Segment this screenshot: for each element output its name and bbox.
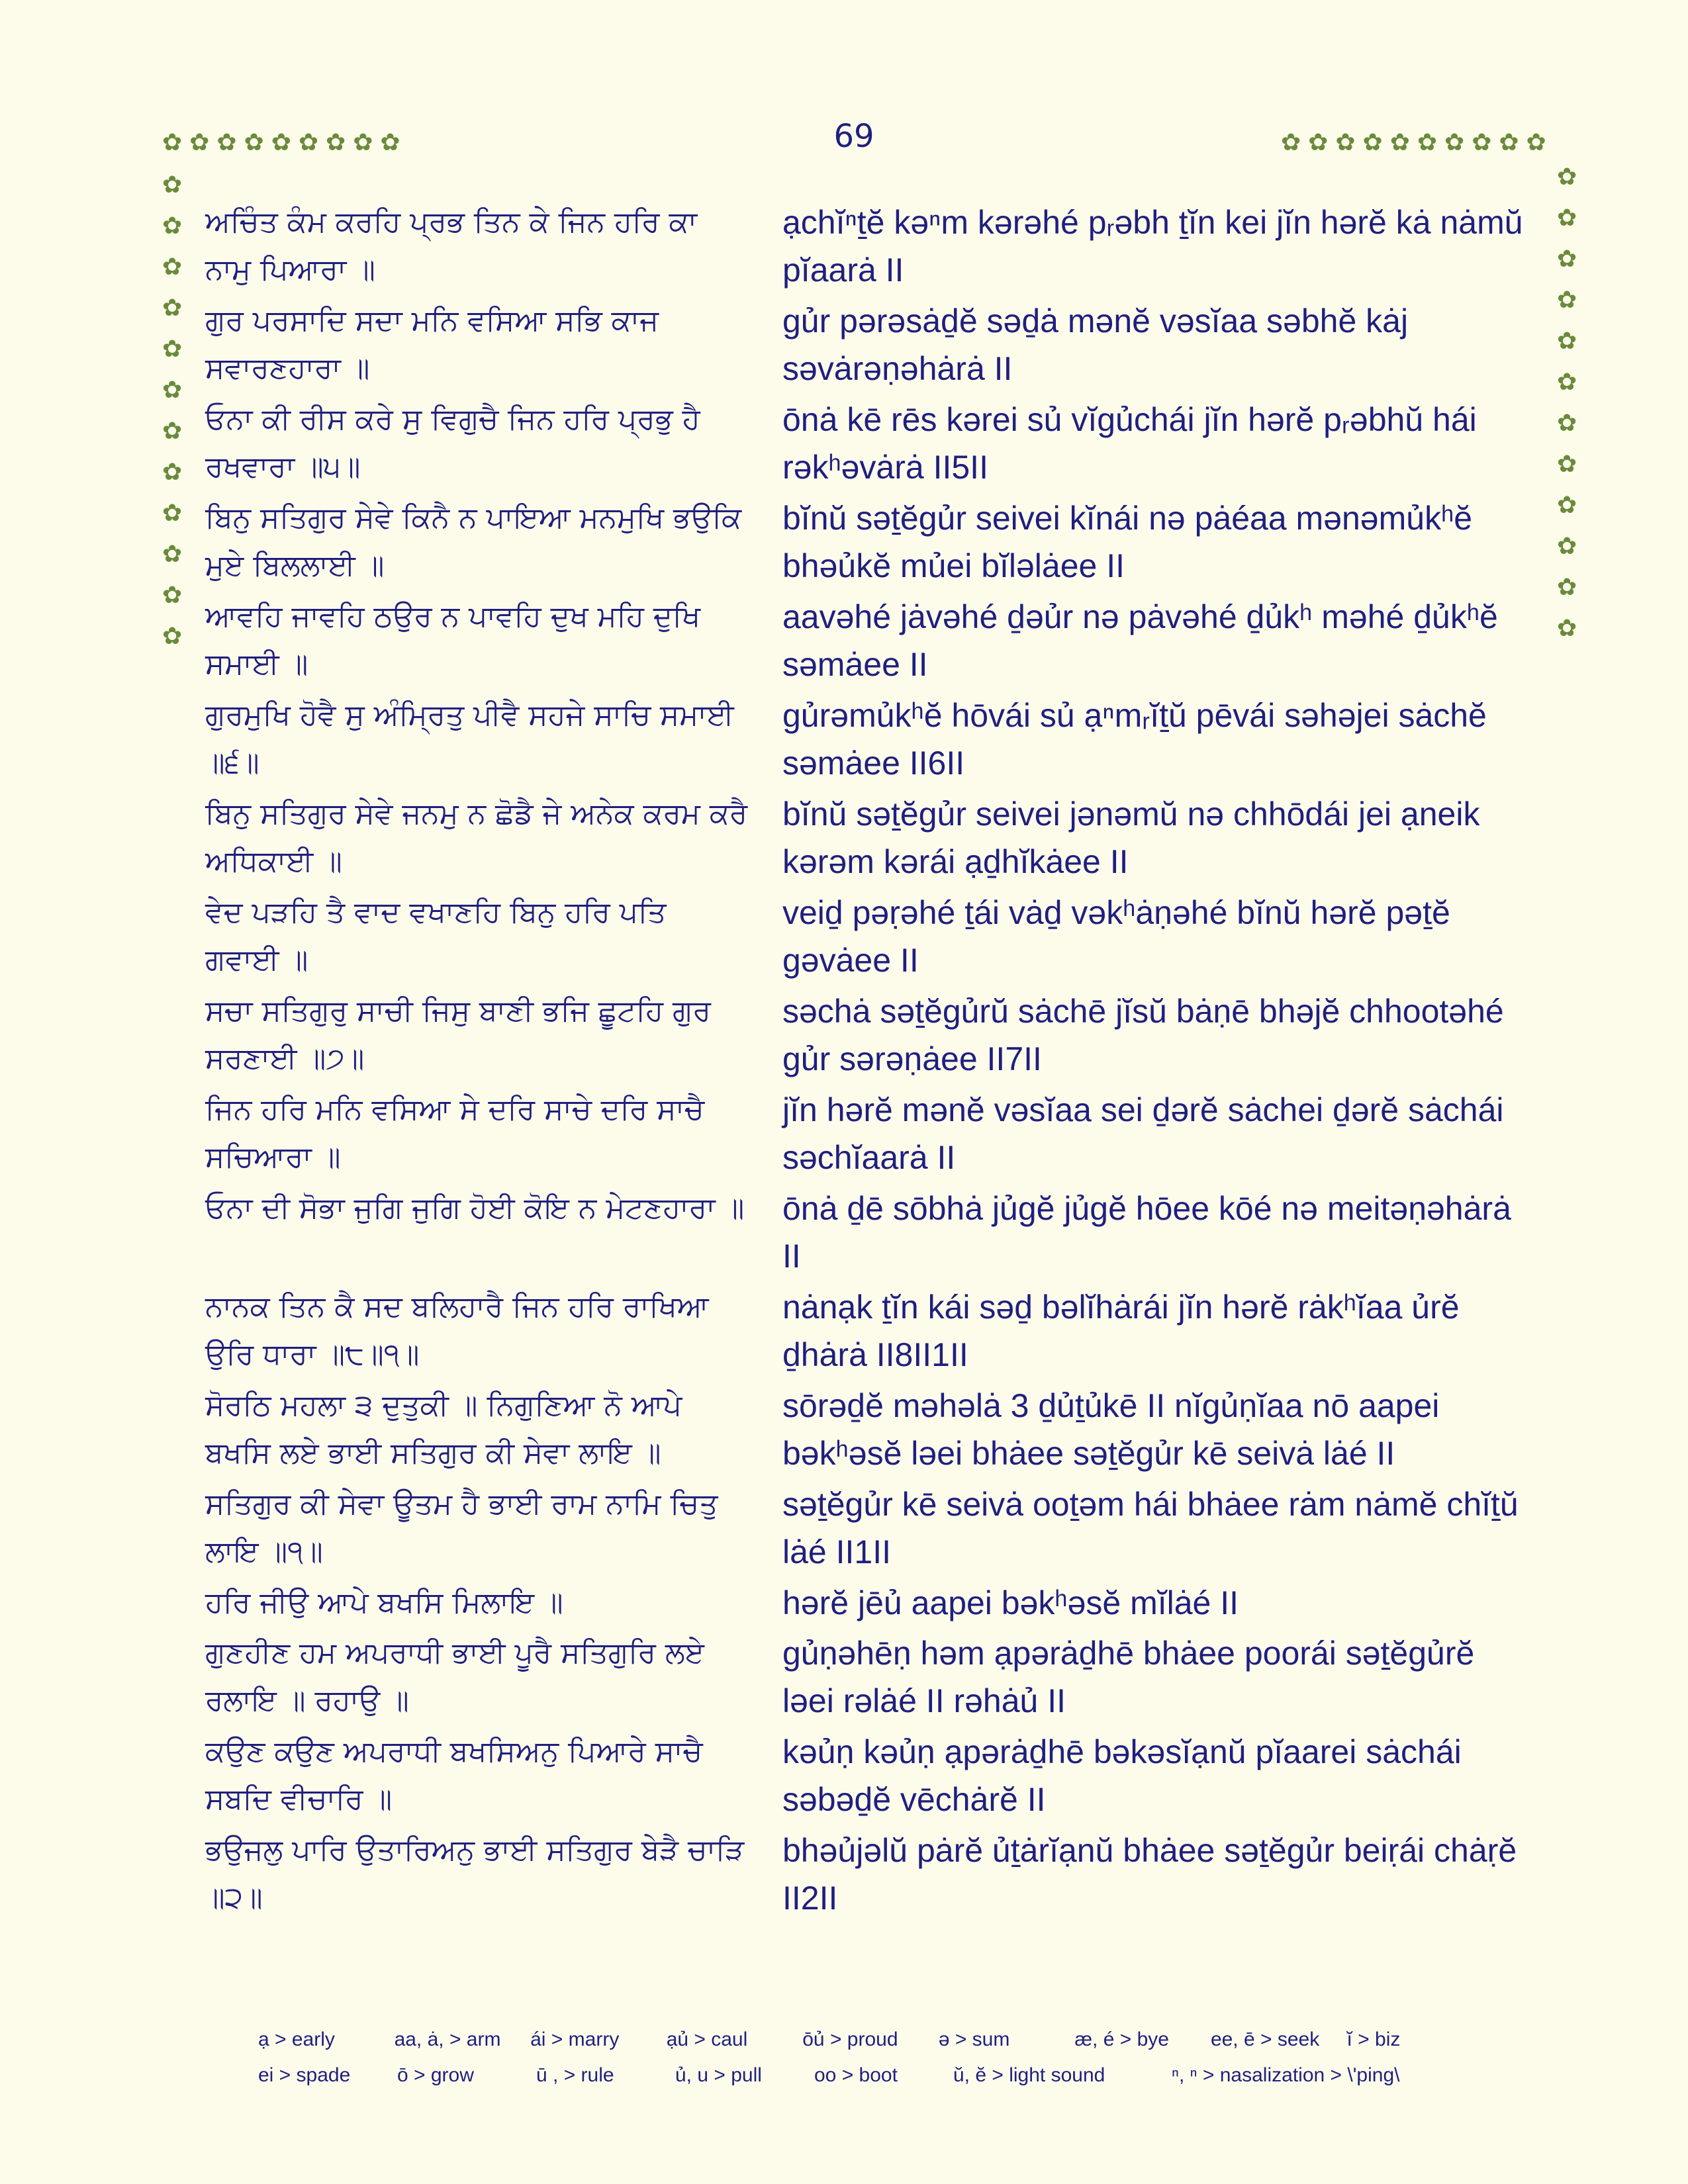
flower-ornament-icon: ✿	[244, 129, 264, 156]
verse-row	[205, 987, 1523, 1086]
flower-ornament-icon: ✿	[162, 500, 183, 527]
transliteration-text: aavəhé jȧvəhé ḏəủr nə pȧvəhé ḏủkʰ məhé ḏủkʰĕ səmȧee II	[782, 598, 1498, 683]
transliteration-text: bhəủjəlŭ pȧrĕ ủṯȧrĭạnŭ bhȧee səṯĕgủr beiṛái chȧṛĕ II2II	[782, 1832, 1517, 1917]
top-right-ornament-row	[1281, 131, 1546, 155]
flower-ornament-icon: ✿	[1557, 369, 1577, 396]
transliteration-text: bĭnŭ səṯĕgủr seivei jənəmŭ nə chhōdái jei ạneik kərəm kərái ạḏhĭkȧee II	[782, 796, 1480, 880]
legend-item: ái > marry	[530, 2028, 620, 2050]
gurmukhi-verse-text: ਓਨਾ ਕੀ ਰੀਸ ਕਰੇ ਸੁ ਵਿਗੁਚੈ ਜਿਨ ਹਰਿ ਪ੍ਰਭੁ ਹੈ ਰਖਵਾਰਾ ॥੫॥	[205, 402, 700, 484]
flower-ornament-icon: ✿	[1281, 129, 1301, 156]
flower-ornament-icon: ✿	[162, 459, 183, 486]
verse-row	[205, 1480, 1523, 1579]
flower-ornament-icon: ✿	[1472, 129, 1492, 156]
flower-ornament-icon: ✿	[162, 253, 183, 281]
verse-row	[205, 1579, 1523, 1629]
legend-row	[258, 2064, 1483, 2087]
flower-ornament-icon: ✿	[1557, 410, 1577, 437]
verse-row	[205, 1382, 1523, 1480]
transliteration-text: nȧnạk ṯĭn kái səḏ bəlĭhȧrái jĭn hərĕ rȧkʰĭaa ủrĕ ḏhȧrȧ II8II1II	[782, 1289, 1460, 1373]
transliteration-text: səṯĕgủr kē seivȧ ooṯəm hái bhȧee rȧm nȧmĕ chĭṯŭ lȧé II1II	[782, 1486, 1519, 1570]
legend-item: ạ > early	[258, 2028, 335, 2050]
gurmukhi-verse-text: ਕਉਣ ਕਉਣ ਅਪਰਾਧੀ ਬਖਸਿਅਨੁ ਪਿਆਰੇ ਸਾਚੈ ਸਬਦਿ ਵੀਚਾਰਿ ॥	[205, 1735, 703, 1816]
flower-ornament-icon: ✿	[162, 418, 183, 445]
verse-row	[205, 494, 1523, 593]
flower-ornament-icon: ✿	[1417, 129, 1438, 156]
flower-ornament-icon: ✿	[380, 129, 400, 156]
right-ornament-column	[1557, 165, 1577, 641]
gurmukhi-verse-text: ਵੇਦ ਪੜਹਿ ਤੈ ਵਾਦ ਵਖਾਣਹਿ ਬਿਨੁ ਹਰਿ ਪਤਿ ਗਵਾਈ ॥	[205, 895, 667, 977]
transliteration-text: bĭnŭ səṯĕgủr seivei kĭnái nə pȧéaa mənəmủkʰĕ bhəủkĕ mủei bĭləlȧee II	[782, 500, 1473, 584]
gurmukhi-verse-text: ਸਤਿਗੁਰ ਕੀ ਸੇਵਾ ਊਤਮ ਹੈ ਭਾਈ ਰਾਮ ਨਾਮਿ ਚਿਤੁ ਲਾਇ ॥੧॥	[205, 1487, 718, 1569]
verse-row	[205, 1086, 1523, 1185]
flower-ornament-icon: ✿	[1444, 129, 1465, 156]
transliteration-text: jĭn hərĕ mənĕ vəsĭaa sei ḏərĕ sȧchei ḏərĕ sȧchái səchĭaarȧ II	[782, 1091, 1504, 1176]
flower-ornament-icon: ✿	[216, 129, 237, 156]
flower-ornament-icon: ✿	[1557, 574, 1577, 601]
gurmukhi-verse-text: ਗੁਣਹੀਣ ਹਮ ਅਪਰਾਧੀ ਭਾਈ ਪੂਰੈ ਸਤਿਗੁਰਿ ਲਏ ਰਲਾਇ ॥ ਰਹਾਉ ॥	[205, 1636, 704, 1717]
verse-row	[205, 692, 1523, 790]
flower-ornament-icon: ✿	[162, 171, 183, 199]
transliteration-text: gủr pərəsȧḏĕ səḏȧ mənĕ vəsĭaa səbhĕ kȧj səvȧrəṇəhȧrȧ II	[782, 302, 1409, 387]
flower-ornament-icon: ✿	[189, 129, 210, 156]
flower-ornament-icon: ✿	[162, 336, 183, 363]
verse-row	[205, 1629, 1523, 1728]
verse-row	[205, 1185, 1523, 1283]
gurmukhi-verse-text: ਓਨਾ ਦੀ ਸੋਭਾ ਜੁਗਿ ਜੁਗਿ ਹੋਈ ਕੋਇ ਨ ਮੇਟਣਹਾਰਾ ॥	[205, 1191, 745, 1225]
transliteration-text: səchȧ səṯĕgủrŭ sȧchē jĭsŭ bȧṇē bhəjĕ chhootəhé gủr sərəṇȧee II7II	[782, 993, 1504, 1077]
flower-ornament-icon: ✿	[1526, 129, 1546, 156]
flower-ornament-icon: ✿	[1557, 163, 1577, 191]
transliteration-text: veiḏ pəṛəhé ṯái vȧḏ vəkʰȧṇəhé bĭnŭ hərĕ pəṯĕ gəvȧee II	[782, 894, 1450, 979]
verse-row	[205, 199, 1523, 297]
top-left-ornament-row	[162, 131, 400, 155]
flower-ornament-icon: ✿	[353, 129, 373, 156]
gurmukhi-verse-text: ਨਾਨਕ ਤਿਨ ਕੈ ਸਦ ਬਲਿਹਾਰੈ ਜਿਨ ਹਰਿ ਰਾਖਿਆ ਉਰਿ ਧਾਰਾ ॥੮॥੧॥	[205, 1290, 709, 1371]
flower-ornament-icon: ✿	[162, 582, 183, 609]
legend-item: ủ, u > pull	[675, 2064, 762, 2086]
flower-ornament-icon: ✿	[162, 212, 183, 240]
legend-row	[258, 2028, 1483, 2051]
transliteration-text: gủṇəhēṇ həm ạpərȧḏhē bhȧee poorái səṯĕgủrĕ ləei rəlȧé II rəhȧủ II	[782, 1635, 1475, 1719]
flower-ornament-icon: ✿	[1308, 129, 1329, 156]
flower-ornament-icon: ✿	[162, 295, 183, 322]
flower-ornament-icon: ✿	[1557, 246, 1577, 273]
transliteration-text: gủrəmủkʰĕ hōvái sủ ạⁿmᵣĭṯŭ pēvái səhəjei sȧchĕ səmȧee II6II	[782, 697, 1487, 782]
flower-ornament-icon: ✿	[298, 129, 319, 156]
gurmukhi-verse-text: ਗੁਰਮੁਖਿ ਹੋਵੈ ਸੁ ਅੰਮ੍ਰਿਤੁ ਪੀਵੈ ਸਹਜੇ ਸਾਚਿ ਸਮਾਈ ॥੬॥	[205, 698, 734, 780]
legend-item: ō > grow	[397, 2064, 474, 2086]
left-ornament-column	[162, 173, 182, 649]
verse-row	[205, 1728, 1523, 1827]
flower-ornament-icon: ✿	[271, 129, 291, 156]
gurmukhi-verse-text: ਬਿਨੁ ਸਤਿਗੁਰ ਸੇਵੇ ਕਿਨੈ ਨ ਪਾਇਆ ਮਨਮੁਖਿ ਭਉਕਿ ਮੁਏ ਬਿਲਲਾਈ ॥	[205, 501, 742, 582]
transliteration-text: ạchĭⁿṯĕ kəⁿm kərəhé pᵣəbh ṯĭn kei jĭn hərĕ kȧ nȧmŭ pĭaarȧ II	[782, 204, 1523, 289]
verse-row	[205, 1283, 1523, 1382]
legend-item: ĭ > biz	[1346, 2028, 1401, 2050]
gurmukhi-verse-text: ਸੋਰਠਿ ਮਹਲਾ ੩ ਦੁਤੁਕੀ ॥ ਨਿਗੁਣਿਆ ਨੋ ਆਪੇ ਬਖਸਿ ਲਏ ਭਾਈ ਸਤਿਗੁਰ ਕੀ ਸੇਵਾ ਲਾਇ ॥	[205, 1388, 682, 1470]
gurmukhi-verse-text: ਆਵਹਿ ਜਾਵਹਿ ਠਉਰ ਨ ਪਾਵਹਿ ਦੁਖ ਮਹਿ ਦੁਖਿ ਸਮਾਈ ॥	[205, 600, 701, 681]
legend-item: ōủ > proud	[802, 2028, 898, 2050]
flower-ornament-icon: ✿	[1557, 451, 1577, 478]
transliteration-text: hərĕ jēủ aapei bəkʰəsĕ mĭlȧé II	[782, 1584, 1239, 1621]
flower-ornament-icon: ✿	[1557, 328, 1577, 355]
gurmukhi-verse-text: ਸਚਾ ਸਤਿਗੁਰੁ ਸਾਚੀ ਜਿਸੁ ਬਾਣੀ ਭਜਿ ਛੂਟਹਿ ਗੁਰ ਸਰਣਾਈ ॥੭॥	[205, 994, 711, 1075]
legend-item: ū , > rule	[536, 2064, 614, 2086]
legend-item: oo > boot	[814, 2064, 898, 2086]
transliteration-text: ōnȧ kē rēs kərei sủ vĭgủchái jĭn hərĕ pᵣəbhŭ hái rəkʰəvȧrȧ II5II	[782, 401, 1477, 486]
flower-ornament-icon: ✿	[1557, 533, 1577, 560]
transliteration-text: ōnȧ ḏē sōbhȧ jủgĕ jủgĕ hōee kōé nə meitəṇəhȧrȧ II	[782, 1190, 1511, 1275]
flower-ornament-icon: ✿	[162, 129, 183, 156]
page-number: 69	[833, 118, 874, 155]
flower-ornament-icon: ✿	[162, 377, 183, 404]
transliteration-text: kəủṇ kəủṇ ạpərȧḏhē bəkəsĭạnŭ pĭaarei sȧchái səbəḏĕ vēchȧrĕ II	[782, 1733, 1462, 1818]
flower-ornament-icon: ✿	[1499, 129, 1519, 156]
flower-ornament-icon: ✿	[1557, 615, 1577, 642]
gurmukhi-verse-text: ਗੁਰ ਪਰਸਾਦਿ ਸਦਾ ਮਨਿ ਵਸਿਆ ਸਭਿ ਕਾਜ ਸਵਾਰਣਹਾਰਾ ॥	[205, 304, 659, 385]
verse-list	[205, 199, 1523, 1925]
verse-row	[205, 297, 1523, 396]
legend-item: ŭ, ĕ > light sound	[953, 2064, 1105, 2086]
pronunciation-legend	[258, 2028, 1483, 2100]
gurmukhi-verse-text: ਹਰਿ ਜੀਉ ਆਪੇ ਬਖਸਿ ਮਿਲਾਇ ॥	[205, 1586, 563, 1619]
legend-item: ə > sum	[938, 2028, 1010, 2050]
legend-item: aa, ȧ, > arm	[394, 2028, 501, 2050]
flower-ornament-icon: ✿	[1557, 492, 1577, 519]
flower-ornament-icon: ✿	[1557, 205, 1577, 232]
verse-row	[205, 790, 1523, 889]
legend-item: ạủ > caul	[666, 2028, 748, 2050]
legend-item: ⁿ, ⁿ > nasalization > \'ping\	[1172, 2064, 1400, 2086]
flower-ornament-icon: ✿	[162, 623, 183, 650]
flower-ornament-icon: ✿	[1389, 129, 1410, 156]
gurmukhi-verse-text: ਭਉਜਲੁ ਪਾਰਿ ਉਤਾਰਿਅਨੁ ਭਾਈ ਸਤਿਗੁਰ ਬੇੜੈ ਚਾੜਿ ॥੨॥	[205, 1833, 745, 1915]
legend-item: ee, ē > seek	[1210, 2028, 1320, 2050]
legend-item: ei > spade	[258, 2064, 351, 2086]
verse-row	[205, 396, 1523, 494]
verse-row	[205, 889, 1523, 987]
flower-ornament-icon: ✿	[162, 541, 183, 568]
verse-row	[205, 593, 1523, 692]
gurmukhi-verse-text: ਬਿਨੁ ਸਤਿਗੁਰ ਸੇਵੇ ਜਨਮੁ ਨ ਛੋਡੈ ਜੇ ਅਨੇਕ ਕਰਮ ਕਰੈ ਅਧਿਕਾਈ ॥	[205, 797, 748, 878]
verse-row	[205, 1827, 1523, 1925]
flower-ornament-icon: ✿	[1335, 129, 1356, 156]
transliteration-text: sōrəḏĕ məhəlȧ 3 ḏủṯủkē II nĭgủṇĭaa nō aapei bəkʰəsĕ ləei bhȧee səṯĕgủr kē seivȧ lȧé II	[782, 1387, 1440, 1472]
flower-ornament-icon: ✿	[1557, 287, 1577, 314]
flower-ornament-icon: ✿	[1362, 129, 1383, 156]
legend-item: æ, é > bye	[1074, 2028, 1169, 2050]
gurmukhi-verse-text: ਜਿਨ ਹਰਿ ਮਨਿ ਵਸਿਆ ਸੇ ਦਰਿ ਸਾਚੇ ਦਰਿ ਸਾਚੈ ਸਚਿਆਰਾ ॥	[205, 1093, 704, 1174]
flower-ornament-icon: ✿	[326, 129, 346, 156]
gurmukhi-verse-text: ਅਚਿੰਤ ਕੰਮ ਕਰਹਿ ਪ੍ਰਭ ਤਿਨ ਕੇ ਜਿਨ ਹਰਿ ਕਾ ਨਾਮੁ ਪਿਆਰਾ ॥	[205, 205, 698, 287]
